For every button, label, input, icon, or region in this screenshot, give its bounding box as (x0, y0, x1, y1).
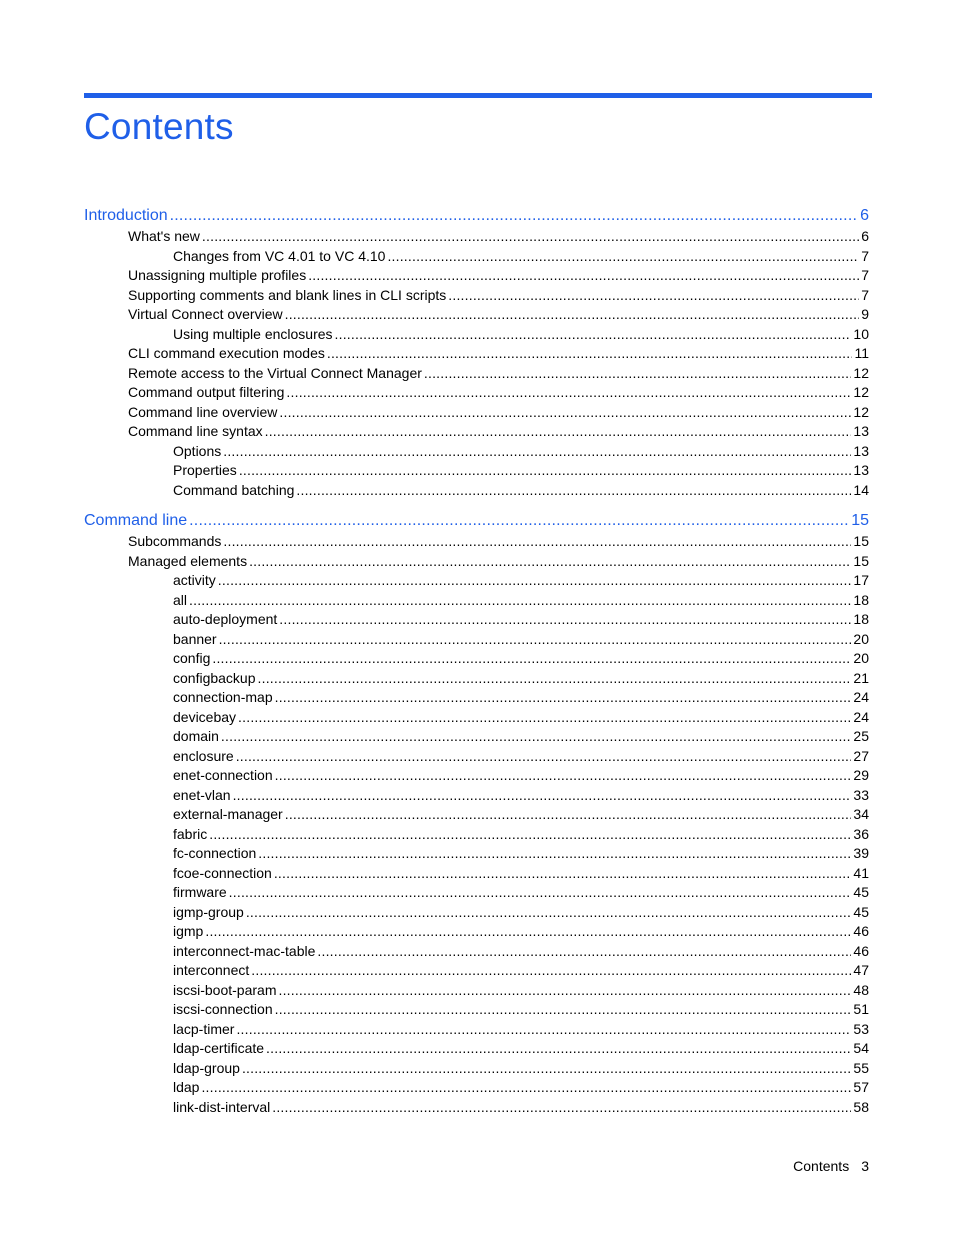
page-title: Contents (84, 106, 234, 147)
dot-leader (170, 207, 858, 225)
dot-leader (327, 345, 853, 361)
toc-entry-page: 18 (853, 611, 869, 627)
toc-entry-label: Virtual Connect overview (128, 306, 283, 322)
toc-entry[interactable] (173, 248, 869, 264)
toc-entry[interactable] (128, 423, 869, 439)
toc-entry[interactable] (173, 845, 869, 861)
toc-entry[interactable] (173, 982, 869, 998)
toc-entry-page: 21 (853, 669, 869, 686)
toc-entry-page: 45 (853, 884, 869, 900)
toc-entry-page: 25 (853, 728, 869, 744)
dot-leader (258, 670, 852, 686)
toc-entry-page: 29 (853, 767, 869, 783)
toc-entry-page: 6 (861, 228, 869, 244)
toc-entry-label: domain (173, 728, 219, 744)
footer-label: Contents (793, 1158, 850, 1174)
toc-entry-label: enclosure (173, 747, 234, 764)
toc-entry[interactable] (173, 1060, 869, 1076)
dot-leader (233, 787, 852, 803)
toc-entry-label: igmp (173, 923, 204, 939)
toc-entry-page: 51 (853, 1001, 869, 1017)
toc-entry[interactable] (173, 904, 869, 920)
toc-entry-label: configbackup (173, 669, 256, 686)
dot-leader (249, 553, 851, 569)
toc-entry[interactable] (173, 462, 869, 478)
toc-entry[interactable] (128, 365, 869, 381)
toc-entry-label: firmware (173, 884, 227, 900)
toc-entry-label: Unassigning multiple profiles (128, 267, 307, 283)
dot-leader (223, 533, 851, 549)
toc-entry-label: Changes from VC 4.01 to VC 4.10 (173, 247, 386, 264)
toc-entry-label: enet-vlan (173, 786, 231, 803)
toc-entry-page: 11 (854, 345, 869, 361)
toc-entry-label: ldap-group (173, 1059, 240, 1076)
toc-entry-label: devicebay (173, 708, 237, 725)
toc-entry[interactable] (173, 631, 869, 647)
dot-leader (424, 365, 852, 381)
toc-entry[interactable] (173, 923, 869, 939)
toc-entry-label: all (173, 591, 188, 608)
toc-entry-page: 53 (853, 1020, 869, 1037)
dot-leader (251, 962, 851, 978)
dot-leader (285, 306, 860, 322)
toc-entry[interactable] (84, 207, 869, 225)
toc-entry[interactable] (173, 787, 869, 803)
footer-page-number: 3 (861, 1158, 869, 1174)
toc-entry-label: config (173, 650, 211, 666)
toc-entry[interactable] (84, 512, 869, 530)
toc-entry-page: 9 (861, 306, 869, 322)
dot-leader (274, 865, 852, 881)
toc-entry[interactable] (128, 228, 869, 244)
toc-entry[interactable] (173, 611, 869, 627)
toc-entry-page: 46 (853, 942, 869, 959)
toc-entry-page: 24 (853, 689, 869, 705)
toc-entry-page: 13 (853, 442, 869, 459)
toc-entry-label: igmp-group (173, 903, 244, 920)
toc-entry-label: Using multiple enclosures (173, 325, 333, 342)
dot-leader (219, 631, 852, 647)
toc-entry[interactable] (173, 806, 869, 822)
dot-leader (189, 512, 849, 530)
toc-entry[interactable] (128, 267, 869, 283)
toc-entry-label: auto-deployment (173, 611, 278, 627)
toc-entry-page: 34 (853, 806, 869, 822)
toc-entry-label: external-manager (173, 806, 283, 822)
dot-leader (272, 1099, 851, 1115)
toc-entry-page: 48 (853, 981, 869, 998)
toc-entry-label: CLI command execution modes (128, 345, 325, 361)
toc-entry-label: connection-map (173, 689, 273, 705)
dot-leader (278, 982, 851, 998)
toc-entry-page: 6 (860, 207, 869, 224)
toc-entry-label: enet-connection (173, 767, 273, 783)
toc-entry[interactable] (173, 1099, 869, 1115)
dot-leader (201, 1079, 851, 1095)
toc-entry-page: 41 (853, 864, 869, 881)
dot-leader (448, 287, 859, 303)
dot-leader (317, 943, 851, 959)
toc-entry-page: 58 (853, 1098, 869, 1115)
toc-entry-page: 57 (853, 1079, 869, 1095)
toc-entry-page: 14 (853, 481, 869, 498)
toc-entry-label: Command line syntax (128, 423, 263, 439)
dot-leader (335, 326, 852, 342)
toc-entry-label: banner (173, 630, 217, 647)
dot-leader (279, 611, 851, 627)
toc-entry-page: 33 (853, 786, 869, 803)
toc-entry-label: fc-connection (173, 845, 257, 861)
toc-entry-label: iscsi-boot-param (173, 981, 277, 998)
toc-entry[interactable] (173, 826, 869, 842)
dot-leader (258, 845, 851, 861)
toc-entry-page: 12 (853, 384, 869, 400)
toc-entry-page: 24 (853, 708, 869, 725)
toc-entry[interactable] (128, 287, 869, 303)
toc-entry[interactable] (173, 592, 869, 608)
toc-entry-label: Command output filtering (128, 384, 285, 400)
toc-entry-page: 39 (853, 845, 869, 861)
toc-entry[interactable] (173, 709, 869, 725)
dot-leader (236, 1021, 851, 1037)
toc-entry[interactable] (173, 689, 869, 705)
toc-entry-page: 15 (851, 512, 869, 529)
toc-entry[interactable] (128, 533, 869, 549)
toc-entry-page: 17 (853, 572, 869, 588)
toc-entry[interactable] (173, 728, 869, 744)
dot-leader (387, 248, 859, 264)
toc-entry[interactable] (173, 1001, 869, 1017)
toc-entry-page: 13 (853, 462, 869, 478)
toc-entry-label: ldap-certificate (173, 1040, 265, 1056)
toc-entry-page: 7 (861, 286, 869, 303)
toc-entry-label: ldap (173, 1079, 200, 1095)
toc-entry[interactable] (173, 482, 869, 498)
toc-entry-page: 13 (853, 423, 869, 439)
toc-entry-page: 20 (853, 630, 869, 647)
dot-leader (242, 1060, 851, 1076)
toc-entry[interactable] (173, 1021, 869, 1037)
toc-entry[interactable] (128, 345, 869, 361)
dot-leader (246, 904, 852, 920)
toc-entry[interactable] (173, 943, 869, 959)
toc-entry[interactable] (173, 326, 869, 342)
toc-entry-label: What's new (128, 228, 200, 244)
dot-leader (218, 572, 852, 588)
dot-leader (221, 728, 852, 744)
toc-entry-label: Subcommands (128, 533, 222, 549)
dot-leader (202, 228, 859, 244)
toc-entry-page: 27 (853, 747, 869, 764)
toc-entry-label: activity (173, 572, 216, 588)
toc-entry-page: 12 (853, 364, 869, 381)
dot-leader (296, 482, 851, 498)
toc-entry[interactable] (173, 670, 869, 686)
toc-entry[interactable] (128, 553, 869, 569)
page-footer (793, 1158, 869, 1174)
toc-entry[interactable] (173, 572, 869, 588)
toc-entry[interactable] (173, 443, 869, 459)
toc-entry-label: iscsi-connection (173, 1001, 273, 1017)
toc-entry-page: 10 (853, 325, 869, 342)
dot-leader (239, 462, 852, 478)
toc-entry-page: 46 (853, 923, 869, 939)
dot-leader (189, 592, 851, 608)
toc-entry[interactable] (173, 1079, 869, 1095)
toc-entry[interactable] (128, 384, 869, 400)
toc-entry-label: Options (173, 442, 222, 459)
dot-leader (265, 423, 852, 439)
dot-leader (285, 806, 852, 822)
toc-entry-label: Managed elements (128, 552, 248, 569)
toc-entry-label: lacp-timer (173, 1020, 235, 1037)
toc-entry[interactable] (173, 962, 869, 978)
toc-entry[interactable] (173, 884, 869, 900)
dot-leader (212, 650, 851, 666)
dot-leader (275, 689, 852, 705)
toc-entry-label: fabric (173, 825, 208, 842)
dot-leader (308, 267, 859, 283)
toc-entry-page: 55 (853, 1059, 869, 1076)
dot-leader (238, 709, 851, 725)
toc-entry-label: Command batching (173, 481, 295, 498)
toc-entry-label: fcoe-connection (173, 864, 272, 881)
dot-leader (275, 1001, 852, 1017)
toc-entry-page: 7 (861, 247, 869, 264)
toc-entry-label: interconnect (173, 962, 250, 978)
dot-leader (236, 748, 852, 764)
dot-leader (275, 767, 852, 783)
toc-entry-page: 7 (861, 267, 869, 283)
toc-entry[interactable] (128, 404, 869, 420)
toc-entry-label: Supporting comments and blank lines in CLI scripts (128, 286, 447, 303)
toc-entry-page: 18 (853, 591, 869, 608)
toc-entry-label: Command line (84, 512, 188, 529)
toc-entry[interactable] (128, 306, 869, 322)
toc-entry-page: 12 (853, 403, 869, 420)
toc-entry[interactable] (173, 865, 869, 881)
toc-entry-label: Remote access to the Virtual Connect Manager (128, 364, 422, 381)
toc-entry[interactable] (173, 748, 869, 764)
dot-leader (205, 923, 851, 939)
toc-entry-page: 45 (853, 903, 869, 920)
toc-entry-label: link-dist-interval (173, 1098, 271, 1115)
dot-leader (286, 384, 851, 400)
dot-leader (279, 404, 851, 420)
toc-entry-page: 47 (853, 962, 869, 978)
toc-entry-page: 54 (853, 1040, 869, 1056)
toc-entry[interactable] (173, 1040, 869, 1056)
dot-leader (223, 443, 851, 459)
toc-entry-label: Command line overview (128, 403, 278, 420)
toc-entry-page: 20 (853, 650, 869, 666)
toc-entry-label: interconnect-mac-table (173, 942, 316, 959)
dot-leader (229, 884, 852, 900)
toc-entry-label: Introduction (84, 207, 168, 224)
toc-entry[interactable] (173, 650, 869, 666)
toc-entry-page: 36 (853, 825, 869, 842)
toc-entry[interactable] (173, 767, 869, 783)
toc-entry-page: 15 (853, 533, 869, 549)
dot-leader (266, 1040, 851, 1056)
toc-entry-page: 15 (853, 552, 869, 569)
toc-entry-label: Properties (173, 462, 237, 478)
dot-leader (209, 826, 851, 842)
